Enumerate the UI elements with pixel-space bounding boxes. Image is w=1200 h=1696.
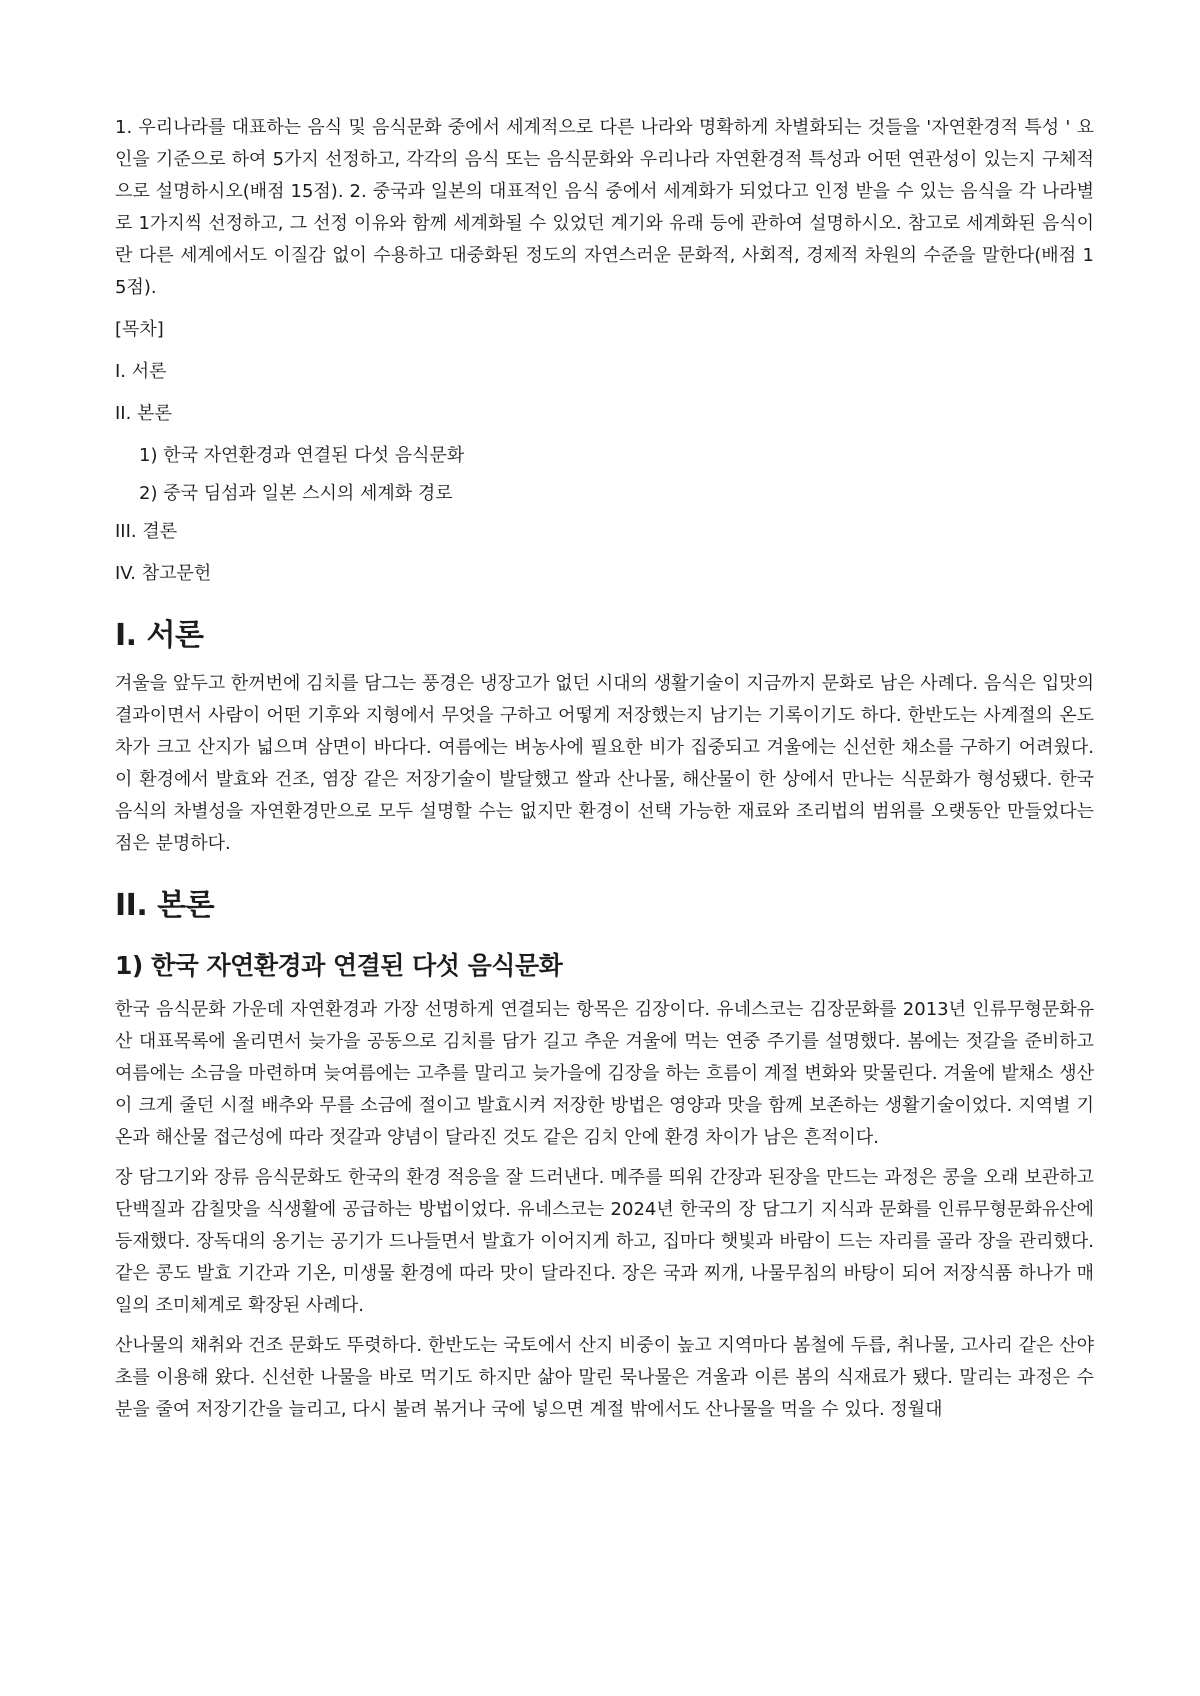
toc-item-conclusion: III. 결론 (115, 521, 178, 542)
body-paragraph-jang: 장 담그기와 장류 음식문화도 한국의 환경 적응을 잘 드러낸다. 메주를 띄워 간장과 된장을 만드는 과정은 콩을 오래 보관하고 단백질과 감칠맛을 식생활에 공급하는 방법이었다. 유네스코는 2024년 한국의 장 담그기 지식과 문화를 인류무형문화유산에 등재했다. 장독대의 옹기는 공기가 드나들면서 발효가 이어지게 하고, 집마다 햇빛과 바람이 드는 자리를 골라 장을 관리했다. 같은 콩도 발효 기간과 기온, 미생물 환경에 따라 맛이 달라진다. 장은 국과 찌개, 나물무침의 바탕이 되어 저장식품 하나가 매일의 조미체계로 확장된 사례다. (115, 1167, 1094, 1316)
table-of-contents (115, 314, 1094, 590)
section-heading-introduction: I. 서론 (115, 618, 204, 653)
body-paragraph-sannamul: 산나물의 채취와 건조 문화도 뚜렷하다. 한반도는 국토에서 산지 비중이 높고 지역마다 봄철에 두릅, 취나물, 고사리 같은 산야초를 이용해 왔다. 신선한 나물을 바로 먹기도 하지만 삶아 말린 묵나물은 겨울과 이른 봄의 식재료가 됐다. 말리는 과정은 수분을 줄여 저장기간을 늘리고, 다시 불려 볶거나 국에 넣으면 계절 밖에서도 산나물을 먹을 수 있다. 정월대 (115, 1335, 1094, 1420)
toc-item-body: II. 본론 (115, 403, 172, 424)
introduction-paragraph: 겨울을 앞두고 한꺼번에 김치를 담그는 풍경은 냉장고가 없던 시대의 생활기술이 지금까지 문화로 남은 사례다. 음식은 입맛의 결과이면서 사람이 어떤 기후와 지형에서 무엇을 구하고 어떻게 저장했는지 남기는 기록이기도 하다. 한반도는 사계절의 온도차가 크고 산지가 넓으며 삼면이 바다다. 여름에는 벼농사에 필요한 비가 집중되고 겨울에는 신선한 채소를 구하기 어려웠다. 이 환경에서 발효와 건조, 염장 같은 저장기술이 발달했고 쌀과 산나물, 해산물이 한 상에서 만나는 식문화가 형성됐다. 한국 음식의 차별성을 자연환경만으로 모두 설명할 수는 없지만 환경이 선택 가능한 재료와 조리법의 범위를 오랫동안 만들었다는 점은 분명하다. (115, 673, 1094, 854)
body-paragraph-kimjang: 한국 음식문화 가운데 자연환경과 가장 선명하게 연결되는 항목은 김장이다. 유네스코는 김장문화를 2013년 인류무형문화유산 대표목록에 올리면서 늦가을 공동으로 김치를 담가 길고 추운 겨울에 먹는 연중 주기를 설명했다. 봄에는 젓갈을 준비하고 여름에는 소금을 마련하며 늦여름에는 고추를 말리고 늦가을에 김장을 하는 흐름이 계절 변화와 맞물린다. 겨울에 밭채소 생산이 크게 줄던 시절 배추와 무를 소금에 절이고 발효시켜 저장한 방법은 영양과 맛을 함께 보존하는 생활기술이었다. 지역별 기온과 해산물 접근성에 따라 젓갈과 양념이 달라진 것도 같은 김치 안에 환경 차이가 남은 흔적이다. (115, 999, 1094, 1148)
toc-item-body-sub-2: 2) 중국 딤섬과 일본 스시의 세계화 경로 (139, 483, 453, 504)
toc-title: [목차] (115, 319, 164, 340)
toc-item-references: IV. 참고문헌 (115, 563, 212, 584)
subsection-heading-korean-food-culture: 1) 한국 자연환경과 연결된 다섯 음식문화 (115, 951, 563, 980)
toc-item-introduction: I. 서론 (115, 361, 167, 382)
section-heading-body: II. 본론 (115, 888, 215, 923)
toc-item-body-sub-1: 1) 한국 자연환경과 연결된 다섯 음식문화 (139, 445, 465, 466)
assignment-question: 1. 우리나라를 대표하는 음식 및 음식문화 중에서 세계적으로 다른 나라와 명확하게 차별화되는 것들을 '자연환경적 특성 ' 요인을 기준으로 하여 5가지 선정하고, 각각의 음식 또는 음식문화와 우리나라 자연환경적 특성과 어떤 연관성이 있는지 구체적으로 설명하시오(배점 15점). 2. 중국과 일본의 대표적인 음식 중에서 세계화가 되었다고 인정 받을 수 있는 음식을 각 나라별로 1가지씩 선정하고, 그 선정 이유와 함께 세계화될 수 있었던 계기와 유래 등에 관하여 설명하시오. 참고로 세계화된 음식이란 다른 세계에서도 이질감 없이 수용하고 대중화된 정도의 자연스러운 문화적, 사회적, 경제적 차원의 수준을 말한다(배점 15점). (115, 117, 1094, 298)
